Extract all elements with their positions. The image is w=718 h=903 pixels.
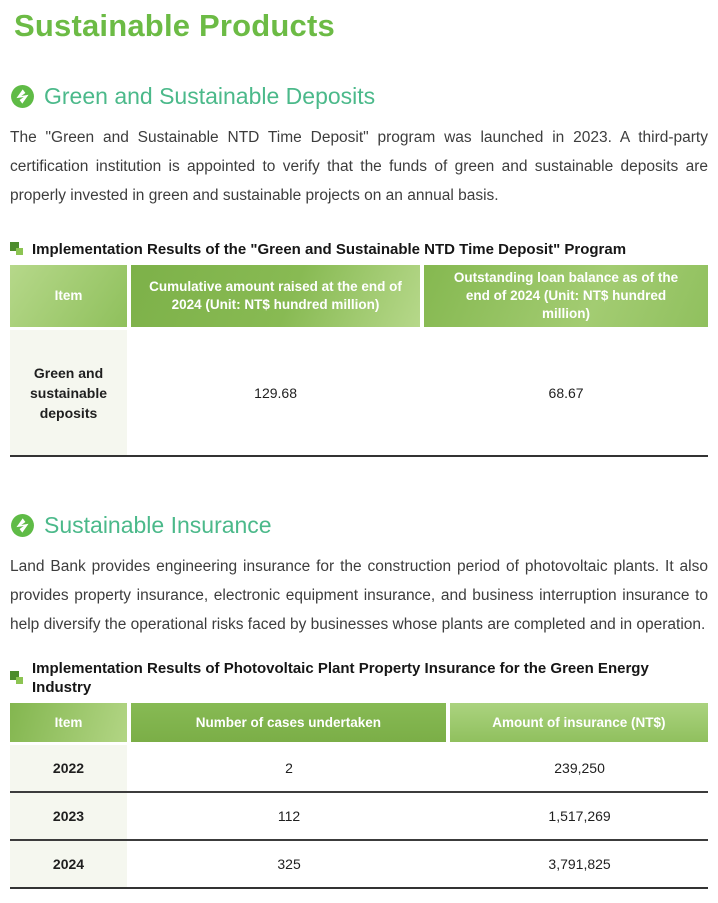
table-caption-row bbox=[10, 240, 708, 259]
deposits-table bbox=[10, 265, 708, 457]
cases-cell: 325 bbox=[277, 856, 301, 872]
section-paragraph: Land Bank provides engineering insurance for the construction period of photovoltaic plants. It also provides property insurance, electronic equipment insurance, and business interruption insurance to help diversify the operational risks faced by businesses whose plants are completed and in operation. bbox=[10, 558, 708, 633]
table-body bbox=[10, 745, 708, 889]
land-bank-logo-icon bbox=[10, 84, 35, 109]
row-label-cell: Green and sustainable deposits bbox=[10, 330, 127, 455]
section-green-deposits bbox=[10, 84, 708, 457]
section-paragraph: The "Green and Sustainable NTD Time Deposit" program was launched in 2023. A third-party certification institution is appointed to verify that the funds of green and sustainable deposits are properly invested in green and sustainable projects on an annual basis. bbox=[10, 129, 708, 204]
table-body bbox=[10, 330, 708, 457]
insurance-amount-cell: 239,250 bbox=[554, 760, 605, 776]
table-caption-row bbox=[10, 659, 708, 697]
section-sustainable-insurance bbox=[10, 513, 708, 889]
table-caption: Implementation Results of Photovoltaic Plant Property Insurance for the Green Energy Industry bbox=[32, 660, 649, 696]
column-header-cases: Number of cases undertaken bbox=[131, 703, 446, 742]
cases-cell: 2 bbox=[285, 760, 293, 776]
table-row-2023 bbox=[10, 791, 708, 839]
caption-bullet-icon bbox=[10, 671, 25, 686]
outstanding-balance-cell: 68.67 bbox=[548, 384, 584, 401]
cases-cell: 112 bbox=[277, 808, 301, 824]
page-title: Sustainable Products bbox=[14, 8, 335, 43]
year-cell: 2023 bbox=[10, 793, 127, 839]
table-header-row bbox=[10, 265, 708, 327]
section-heading: Green and Sustainable Deposits bbox=[44, 83, 376, 109]
section-heading-row bbox=[10, 513, 708, 538]
insurance-amount-cell: 1,517,269 bbox=[548, 808, 611, 824]
column-header-insurance-amount: Amount of insurance (NT$) bbox=[450, 703, 708, 742]
cumulative-amount-cell: 129.68 bbox=[254, 384, 297, 401]
year-cell: 2022 bbox=[10, 745, 127, 791]
table-row-2022 bbox=[10, 745, 708, 791]
section-heading: Sustainable Insurance bbox=[44, 512, 272, 538]
column-header-cumulative-amount: Cumulative amount raised at the end of 2024 (Unit: NT$ hundred million) bbox=[131, 265, 420, 327]
column-header-outstanding-balance: Outstanding loan balance as of the end of 2024 (Unit: NT$ hundred million) bbox=[424, 265, 708, 327]
year-cell: 2024 bbox=[10, 841, 127, 887]
caption-bullet-icon bbox=[10, 242, 25, 257]
table-row bbox=[10, 330, 708, 455]
column-header-item: Item bbox=[10, 703, 127, 742]
column-header-item: Item bbox=[10, 265, 127, 327]
table-row-2024 bbox=[10, 839, 708, 887]
insurance-table bbox=[10, 703, 708, 889]
table-header-row bbox=[10, 703, 708, 742]
section-heading-row bbox=[10, 84, 708, 109]
insurance-amount-cell: 3,791,825 bbox=[548, 856, 611, 872]
land-bank-logo-icon bbox=[10, 513, 35, 538]
table-caption: Implementation Results of the "Green and Sustainable NTD Time Deposit" Program bbox=[32, 241, 627, 258]
